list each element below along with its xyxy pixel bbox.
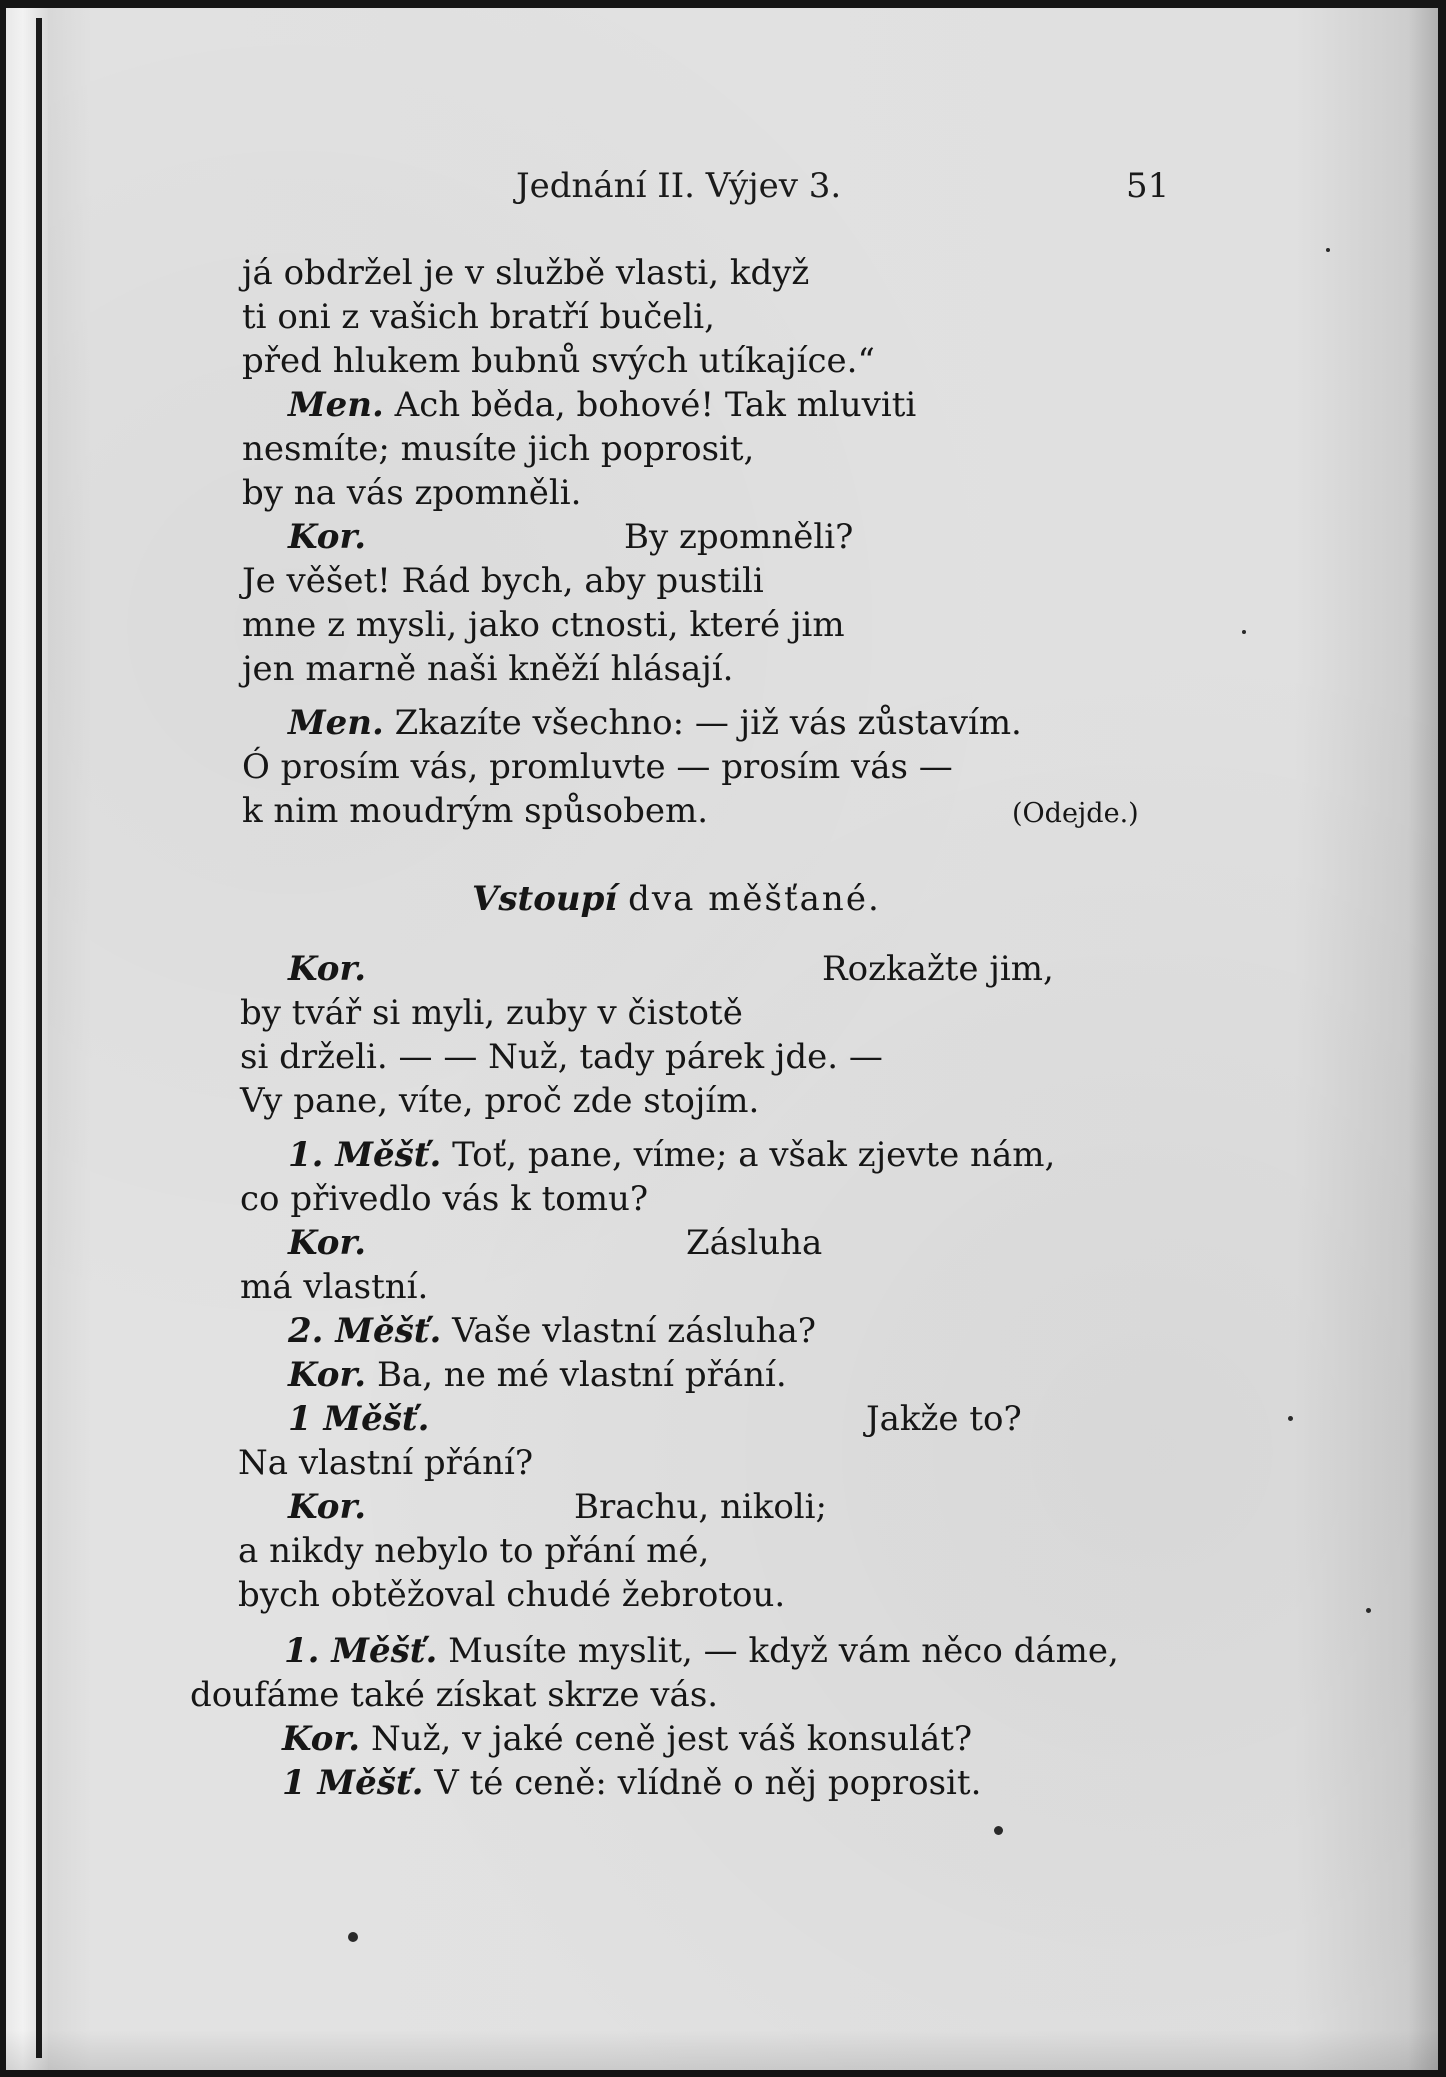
- text-line: doufáme také získat skrze vás.: [190, 1675, 719, 1715]
- page-number: 51: [1126, 166, 1170, 206]
- print-speck: [1288, 1416, 1293, 1421]
- speech-line: [282, 1719, 973, 1759]
- speech-text: Ach běda, bohové! Tak mluviti: [394, 385, 917, 425]
- page-bottom-shadow: [6, 2030, 1438, 2070]
- speech-line: [288, 1311, 817, 1351]
- print-speck: [1326, 248, 1330, 252]
- text-line: by na vás zpomněli.: [242, 473, 582, 513]
- speech-text: Musíte myslit, — když vám něco dáme,: [448, 1631, 1119, 1671]
- text-line: nesmíte; musíte jich poprosit,: [242, 429, 755, 469]
- speech-text: Nuž, v jaké ceně jest váš konsulát?: [370, 1719, 973, 1759]
- print-speck: [1366, 1608, 1371, 1613]
- speaker-name: 1 Měšť.: [282, 1763, 424, 1803]
- speech-text: Vaše vlastní zásluha?: [452, 1311, 817, 1351]
- scene-entrance: [472, 879, 881, 919]
- speech-text: Toť, pane, víme; a však zjevte nám,: [452, 1135, 1056, 1175]
- text-line: mne z mysli, jako ctnosti, které jim: [242, 605, 845, 645]
- page-edge-shadow: [1408, 8, 1438, 2070]
- text-line: ti oni z vašich bratří bučeli,: [242, 297, 715, 337]
- book-spine-edge: [36, 18, 42, 2058]
- text-line: Ó prosím vás, promluvte — prosím vás —: [242, 747, 953, 787]
- text-line: bych obtěžoval chudé žebrotou.: [238, 1575, 786, 1615]
- speech-text: V té ceně: vlídně o něj poprosit.: [434, 1763, 982, 1803]
- speech-text: By zpomněli?: [624, 517, 854, 557]
- text-line: k nim moudrým spůsobem.: [242, 791, 709, 831]
- speaker-name: Men.: [288, 385, 384, 425]
- speaker-name: Men.: [288, 703, 384, 743]
- speech-line: [284, 1631, 1119, 1671]
- text-line: Na vlastní přání?: [238, 1443, 534, 1483]
- speech-text: Ba, ne mé vlastní přání.: [376, 1355, 787, 1395]
- speech-line: [288, 385, 917, 425]
- text-line: Je věšet! Rád bych, aby pustili: [242, 561, 764, 601]
- stage-direction: (Odejde.): [1012, 798, 1139, 829]
- running-head: Jednání II. Výjev 3.: [516, 166, 842, 206]
- text-line: před hlukem bubnů svých utíkajíce.“: [242, 341, 875, 381]
- text-line: co přivedlo vás k tomu?: [240, 1179, 649, 1219]
- speaker-name: Kor.: [288, 517, 367, 557]
- speech-line: [282, 1763, 982, 1803]
- print-speck: [348, 1932, 358, 1942]
- speaker-name: 1. Měšť.: [284, 1631, 438, 1671]
- speech-line: [288, 703, 1022, 743]
- speech-text: Jakže to?: [866, 1399, 1022, 1439]
- speech-text: Brachu, nikoli;: [574, 1487, 828, 1527]
- text-line: já obdržel je v službě vlasti, když: [242, 253, 810, 293]
- text-line: jen marně naši kněží hlásají.: [242, 649, 734, 689]
- speaker-name: Kor.: [288, 1487, 367, 1527]
- book-page: [6, 8, 1438, 2070]
- speech-text: Zásluha: [686, 1223, 823, 1263]
- speech-text: Rozkažte jim,: [822, 949, 1054, 989]
- speech-line: [288, 1135, 1056, 1175]
- print-speck: [1242, 630, 1246, 634]
- text-line: má vlastní.: [240, 1267, 429, 1307]
- entrance-text: dva měšťané.: [628, 879, 881, 919]
- speaker-name: Kor.: [288, 1223, 367, 1263]
- speaker-name: Kor.: [282, 1719, 361, 1759]
- text-line: by tvář si myli, zuby v čistotě: [240, 993, 743, 1033]
- speaker-name: 2. Měšť.: [288, 1311, 442, 1351]
- speaker-name: 1. Měšť.: [288, 1135, 442, 1175]
- speech-text: Zkazíte všechno: — již vás zůstavím.: [394, 703, 1022, 743]
- speaker-name: Kor.: [288, 949, 367, 989]
- speaker-name: Kor.: [288, 1355, 367, 1395]
- speech-line: [288, 1355, 787, 1395]
- print-speck: [994, 1826, 1003, 1835]
- text-line: si drželi. — — Nuž, tady párek jde. —: [240, 1037, 883, 1077]
- speaker-name: 1 Měšť.: [288, 1399, 430, 1439]
- text-line: Vy pane, víte, proč zde stojím.: [240, 1081, 760, 1121]
- text-line: a nikdy nebylo to přání mé,: [238, 1531, 710, 1571]
- entrance-verb: Vstoupí: [472, 879, 618, 919]
